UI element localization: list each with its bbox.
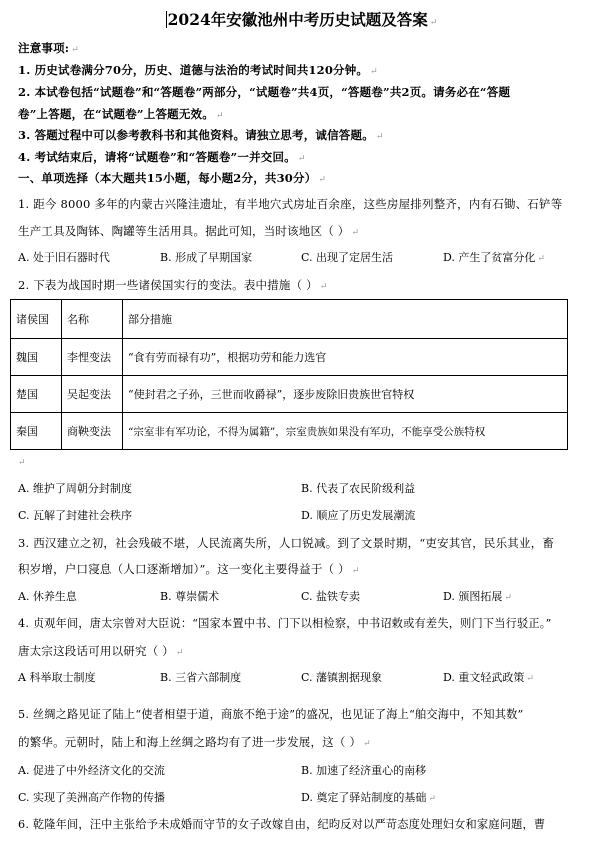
question-5-line-2: 的繁华。元朝时，陆上和海上丝绸之路均有了进一步发展，这（ ） ↵ [18, 735, 371, 749]
paragraph-mark-icon: ↵ [363, 739, 371, 749]
question-5-option-a: A. 促进了中外经济文化的交流 [18, 764, 165, 777]
question-3-line-2: 积岁增，户口寖息（人口逐渐增加）”。这一变化主要得益于（ ） ↵ [18, 562, 360, 576]
table-cell: “宗室非有军功论，不得为属籍”，宗室贵族如果没有军功，不能享受公族特权 [123, 413, 568, 450]
paragraph-mark-icon: ↵ [18, 458, 26, 468]
table-cell: “食有劳而禄有功”，根据功劳和能力选官 [123, 339, 568, 376]
paragraph-mark-icon: ↵ [526, 674, 534, 684]
table-cell: “使封君之子孙，三世而收爵禄”，逐步废除旧贵族世官特权 [123, 376, 568, 413]
table-header-cell: 诸侯国 [11, 300, 62, 339]
paragraph-mark-icon: ↵ [215, 111, 224, 121]
paragraph-mark-icon: ↵ [351, 228, 360, 238]
question-4-option-b: B. 三省六部制度 [160, 671, 242, 684]
paragraph-mark-icon: ↵ [318, 175, 327, 185]
paragraph-mark-icon: ↵ [429, 18, 438, 28]
paragraph-mark-icon: ↵ [175, 648, 184, 658]
question-3-option-b: B. 尊崇儒术 [160, 590, 220, 603]
notice-item-1: 1. 历史试卷满分70分，历史、道德与法治的考试时间共120分钟。 ↵ [18, 63, 378, 77]
table-cell: 李悝变法 [62, 339, 123, 376]
question-5-option-d: D. 奠定了驿站制度的基础 ↵ [301, 791, 436, 804]
table-row [11, 413, 568, 450]
question-1-line-2: 生产工具及陶钵、陶罐等生活用具。据此可知，当时该地区（ ） ↵ [18, 224, 360, 238]
reform-table [10, 299, 568, 450]
table-cell: 楚国 [11, 376, 62, 413]
table-header-cell: 名称 [62, 300, 123, 339]
question-5-option-c: C. 实现了美洲高产作物的传播 [18, 791, 166, 804]
question-2-option-c: C. 瓦解了封建社会秩序 [18, 509, 133, 522]
paragraph-mark-icon: ↵ [428, 794, 436, 804]
question-4-line-2: 唐太宗这段话可用以研究（ ） ↵ [18, 644, 184, 658]
table-row [11, 339, 568, 376]
notice-item-3: 3. 答题过程中可以参考教科书和其他资料。请独立思考，诚信答题。 ↵ [18, 128, 384, 142]
question-3-line-1: 3. 西汉建立之初，社会残破不堪，人民流离失所，人口锐减。到了文景时期，“吏安其官，民乐其业，畜 [18, 536, 555, 550]
document-title: 2024年安徽池州中考历史试题及答案 ↵ [167, 10, 438, 29]
text-cursor [166, 11, 167, 28]
table-header-cell: 部分措施 [123, 300, 568, 339]
question-1-option-d: D. 产生了贫富分化 ↵ [443, 251, 545, 264]
notice-item-2-cont: 卷”上答题，在“试题卷”上答题无效。 ↵ [18, 107, 224, 121]
table-cell: 商鞅变法 [62, 413, 123, 450]
question-4-option-d: D. 重文轻武政策 ↵ [443, 671, 534, 684]
paragraph-mark-icon: ↵ [319, 282, 328, 292]
paragraph-mark-icon: ↵ [297, 154, 306, 164]
question-1-option-b: B. 形成了早期国家 [160, 251, 253, 264]
empty-paragraph [18, 453, 26, 471]
question-5-option-b: B. 加速了经济重心的南移 [301, 764, 427, 777]
section-heading: 一、单项选择（本大题共15小题，每小题2分，共30分） ↵ [18, 171, 327, 185]
question-2-option-d: D. 顺应了历史发展潮流 [301, 509, 416, 522]
question-1-option-a: A. 处于旧石器时代 [18, 251, 110, 264]
question-4-option-a: A 科举取士制度 [18, 671, 96, 684]
paragraph-mark-icon: ↵ [537, 254, 545, 264]
paragraph-mark-icon: ↵ [71, 45, 79, 55]
question-1-line-1: 1. 距今 8000 多年的内蒙古兴隆洼遗址，有半地穴式房址百余座，这些房屋排列整齐，内有石锄、石铲等 [18, 197, 563, 211]
question-3-option-c: C. 盐铁专卖 [301, 590, 361, 603]
notice-item-2: 2. 本试卷包括“试题卷”和“答题卷”两部分，“试题卷”共4页，“答题卷”共2页。请务必在“答题 [18, 85, 511, 99]
question-2-option-b: B. 代表了农民阶级利益 [301, 482, 416, 495]
question-2-line-1: 2. 下表为战国时期一些诸侯国实行的变法。表中措施（ ） ↵ [18, 278, 328, 292]
question-1-option-c: C. 出现了定居生活 [301, 251, 394, 264]
table-header-row [11, 300, 568, 339]
table-row [11, 376, 568, 413]
paragraph-mark-icon: ↵ [370, 67, 378, 77]
question-6-line-1: 6. 乾隆年间，汪中主张给予未成婚而守节的女子改嫁自由，纪昀反对以严苛态度处理妇女和家庭问题，曹 [18, 818, 546, 831]
paragraph-mark-icon: ↵ [504, 593, 512, 603]
question-4-option-c: C. 藩镇割据现象 [301, 671, 383, 684]
notice-heading: 注意事项: ↵ [18, 41, 79, 55]
paragraph-mark-icon: ↵ [351, 566, 360, 576]
table-cell: 魏国 [11, 339, 62, 376]
question-3-option-d: D. 颁图拓展 ↵ [443, 590, 512, 603]
paragraph-mark-icon: ↵ [375, 132, 384, 142]
question-2-option-a: A. 维护了周朝分封制度 [18, 482, 132, 495]
table-cell: 吴起变法 [62, 376, 123, 413]
question-3-option-a: A. 休养生息 [18, 590, 77, 603]
table-cell: 秦国 [11, 413, 62, 450]
question-4-line-1: 4. 贞观年间，唐太宗曾对大臣说：“国家本置中书、门下以相检察，中书诏敕或有差失，则门下当行驳正。” [18, 617, 552, 630]
question-5-line-1: 5. 丝绸之路见证了陆上“使者相望于道，商旅不绝于途”的盛况，也见证了海上“舶交海中，不知其数” [18, 708, 524, 721]
notice-item-4: 4. 考试结束后，请将“试题卷”和“答题卷”一并交回。 ↵ [18, 150, 306, 164]
